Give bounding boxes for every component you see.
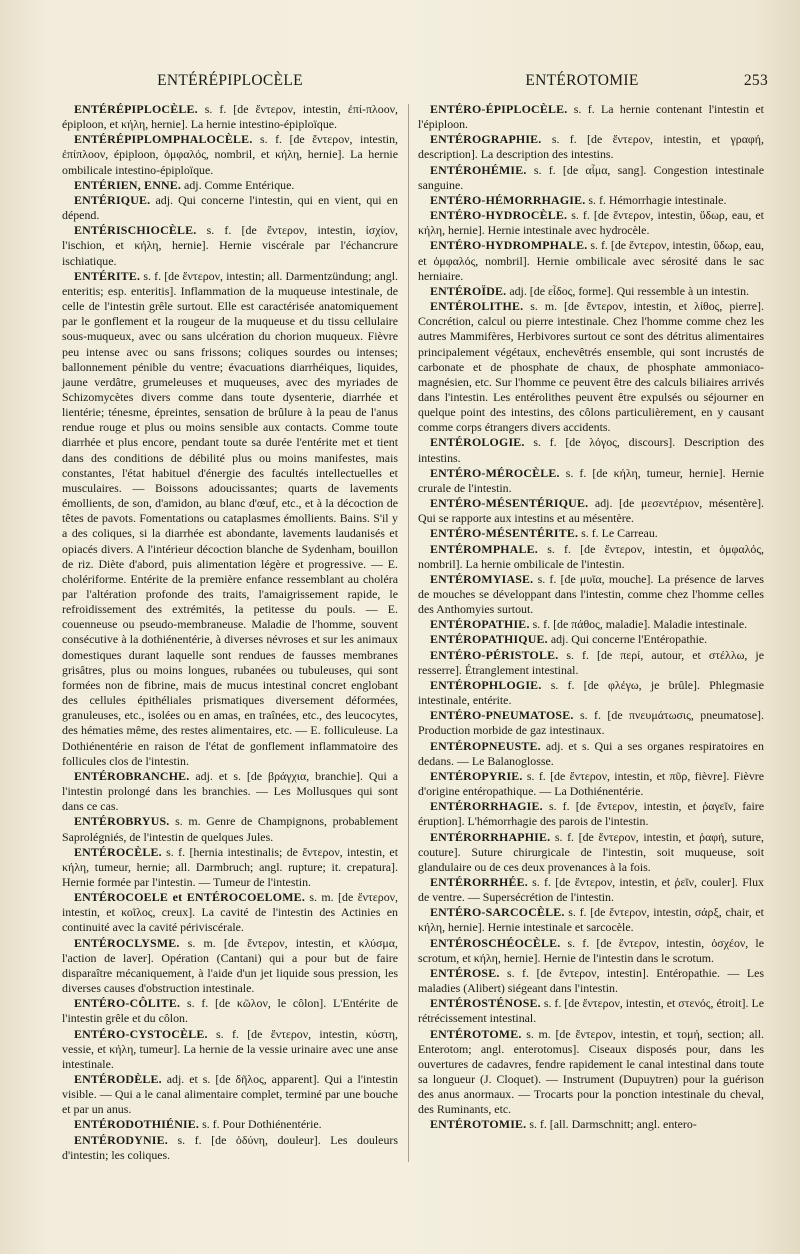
entry-headword: ENTÉROSTÉNOSE. bbox=[430, 996, 541, 1011]
entry-headword: ENTÉRORRHÉE. bbox=[430, 874, 528, 889]
entry-headword: ENTÉRODOTHIÉNIE. bbox=[74, 1117, 200, 1132]
dictionary-entry bbox=[418, 739, 764, 769]
entry-headword: ENTÉROBRANCHE. bbox=[74, 768, 190, 783]
entry-definition: s. f. [de ἔντερον, intestin, et ῥαγεῖν, faire éruption]. L'hémorrhagie des parois de l'intestin. bbox=[418, 799, 764, 829]
page-number: 253 bbox=[743, 72, 768, 89]
entry-headword: ENTÉROPATHIQUE. bbox=[430, 632, 548, 647]
dictionary-entry bbox=[418, 678, 764, 708]
entry-headword: ENTÉROPATHIE. bbox=[430, 617, 530, 632]
entry-definition: s. f. [de ἔντερον, intestin, σάρξ, chair, et κήλη, hernie]. Hernie intestinale et sarcocèle. bbox=[418, 905, 764, 935]
entry-definition: s. f. [de ἔντερον, intestin, ἐπίπλοον, épiploon, ὀμφαλός, nombril, et κήλη, hernie]. La hernie ombilicale intestino-épiploïque. bbox=[62, 132, 398, 177]
entry-headword: ENTÉROMPHALE. bbox=[430, 541, 538, 556]
left-column bbox=[62, 102, 398, 1163]
dictionary-entry bbox=[418, 238, 764, 283]
dictionary-entry bbox=[62, 1027, 398, 1072]
entry-headword: ENTÉRÉPIPLOCÈLE. bbox=[74, 102, 198, 116]
dictionary-entry bbox=[62, 102, 398, 132]
entry-definition: s. f. [de μυῖα, mouche]. La présence de larves de mouches se développant dans l'intestin, comme chez l'homme celles des Anthomyies surtout. bbox=[418, 571, 764, 617]
dictionary-entry bbox=[418, 617, 764, 632]
dictionary-entry bbox=[418, 435, 764, 465]
dictionary-entry bbox=[418, 905, 764, 935]
dictionary-entry bbox=[418, 466, 764, 496]
entry-definition: s. m. [de ἔντερον, intestin, et λίθος, pierre]. Concrétion, calcul ou pierre intestinale. Chez l'homme comme chez les autres Mammifères, Herbivores surtout ce sont des détritus alimentaires principalement végétaux, enchevêtrés ensemble, qui sont incrustés de carbonate et de phosphate de chaux, de phosphate ammoniaco-magnésien, etc. Sur l'homme ce peuvent être des calculs biliaires arrivés dans l'intestin. Les entérolithes peuvent être expulsés ou séjourner en quelque point des intestins, des côlons particulièrement, en y causant comme corps étrangers divers accidents. bbox=[418, 299, 764, 435]
entry-headword: ENTÉROPHLOGIE. bbox=[430, 677, 542, 692]
dictionary-entry bbox=[418, 648, 764, 678]
entry-definition: s. f. [de ὀδύνη, douleur]. Les douleurs d'intestin; les coliques. bbox=[62, 1132, 398, 1162]
entry-definition: s. f. [de πάθος, maladie]. Maladie intestinale. bbox=[529, 617, 748, 632]
entry-definition: s. f. [de ἔντερον, intestin, ὕδωρ, eau, et κήλη, hernie]. Hernie intestinale avec hydrocèle. bbox=[418, 208, 764, 238]
entry-definition: s. f. [de ἔντερον, intestin, ἰσχίον, l'ischion, et κήλη, hernie]. Hernie viscérale par l'échancrure ischiatique. bbox=[62, 223, 398, 268]
entry-definition: s. f. [de ἔντερον, intestin, et γραφή, description]. La description des intestins. bbox=[418, 132, 764, 162]
entry-headword: ENTÉRODYNIE. bbox=[74, 1132, 168, 1147]
dictionary-entry bbox=[418, 299, 764, 435]
entry-definition: s. f. [de κῶλον, le côlon]. L'Entérite de l'intestin grêle et du côlon. bbox=[62, 996, 398, 1026]
entry-definition: s. f. [de περί, autour, et στέλλω, je resserre]. Étranglement intestinal. bbox=[418, 647, 764, 677]
entry-definition: s. f. Hémorrhagie intestinale. bbox=[585, 192, 727, 207]
column-divider bbox=[408, 104, 409, 1162]
entry-definition: s. f. [all. Darmschnitt; angl. entero- bbox=[526, 1117, 697, 1132]
entry-headword: ENTÉRORRHAPHIE. bbox=[430, 829, 551, 844]
entry-definition: s. f. [de ἔντερον, intestin; all. Darmentzündung; angl. enteritis; esp. enteritis]. Inflammation de la muqueuse intestinale, de celle de l'intestin grêle surtout. Elle est caractérisée anatomiquement par le gonflement et la rougeur de la muqueuse et du tissu cellulaire sous-muqueux, avec ou sans ulcération du chorion muqueux. Fièvre peu intense avec ou sans frissons; coliques sourdes ou intenses; ballonnement pénible du ventre; évacuations diarrhéiques, liquides, jaune verdâtre, grumeleuses et muqueuses, avec des myriades de Schizomycètes divers comme dans toute dysenterie, diarrhée et lientérie; ténesme, épreintes, sensation de brûlure à la peau de l'anus rendue rouge et plus ou moins sensible aux contacts. Comme toute diarrhée et plus encore, pendant toute sa durée l'entérite met et tient dans des conditions de débilité plus ou moins manifestes, mais constantes, l'état habituel d'énergie des facultés intellectuelles et musculaires. — Boissons adoucissantes; quarts de lavements émollients, de son, d'amidon, au blanc d'œuf, etc., et à la décoction de têtes de pavots. Fomentations ou cataplasmes émollients. Bains. S'il y a des coliques, si la diarrhée est abondante, lavements laudanisés et opiacés divers. A l'intérieur décoction blanche de Sydenham, bouillon de riz. Diète d'abord, puis alimentation légère et progressive. — E. cholériforme. Entérite de la première enfance ressemblant au choléra par l'altération profonde des traits, l'amaigrissement rapide, le refroidissement des extrémités, la petitesse du pouls. — E. couenneuse ou pseudo-membraneuse. Maladie de l'homme, souvent consécutive à la dothiénentérie, à diverses névroses et sur les animaux domestiques durant laquelle sont rendues de fausses membranes grisâtres, plus ou moins longues, rubanées ou tubuleuses, qui sont formées non de fibrine, mais de mucus intestinal concret englobant des cellules épithéliales prismatiques diversement déformées, granuleuses, etc., isolées ou en amas, en traînées, etc., des leucocytes, des hématies même, des restes alimentaires, etc. — E. folliculeuse. La Dothiénentérie en raison de l'état de gonflement inflammatoire des follicules clos de l'intestin. bbox=[62, 268, 398, 768]
entry-definition: s. f. [hernia intestinalis; de ἔντερον, intestin, et κήλη, tumeur, hernie; all. Darmbruch; angl. rupture; it. crepatura]. Hernie formée par l'intestin. — Tumeur de l'intestin. bbox=[62, 844, 398, 889]
dictionary-entry bbox=[62, 132, 398, 177]
entry-definition: adj. [de μεσεντέριον, mésentère]. Qui se rapporte aux intestins et au mésentère. bbox=[418, 496, 764, 526]
dictionary-entry bbox=[418, 102, 764, 132]
entry-headword: ENTÉRO-CÔLITE. bbox=[74, 996, 181, 1011]
running-header bbox=[62, 72, 768, 92]
entry-headword: ENTÉRIQUE. bbox=[74, 192, 151, 207]
dictionary-entry bbox=[418, 542, 764, 572]
dictionary-entry bbox=[418, 572, 764, 617]
entry-headword: ENTÉROBRYUS. bbox=[74, 814, 170, 829]
entry-headword: ENTÉROLOGIE. bbox=[430, 435, 525, 450]
entry-definition: adj. Qui concerne l'intestin, qui en vient, qui en dépend. bbox=[62, 192, 398, 223]
dictionary-entry bbox=[418, 708, 764, 738]
dictionary-entry bbox=[418, 875, 764, 905]
dictionary-entry bbox=[62, 769, 398, 814]
dictionary-entry bbox=[418, 163, 764, 193]
entry-headword: ENTÉROCOELE et ENTÉROCOELOME. bbox=[74, 890, 305, 905]
entry-headword: ENTÉRORRHAGIE. bbox=[430, 799, 543, 814]
entry-definition: adj. et s. [de βράγχια, branchie]. Qui a l'intestin prolongé dans les branchies. — Les Mollusques qui sont dans ce cas. bbox=[62, 768, 398, 814]
entry-definition: s. m. Genre de Champignons, probablement Saprolégniés, de l'intestin de quelques Jules. bbox=[62, 814, 398, 844]
dictionary-entry bbox=[418, 799, 764, 829]
entry-headword: ENTÉROHÉMIE. bbox=[430, 162, 527, 177]
entry-definition: s. m. [de ἔντερον, intestin, et κοῖλος, creux]. La cavité de l'intestin des Actinies en continuité avec la cavité périviscérale. bbox=[62, 890, 399, 935]
dictionary-entry bbox=[62, 814, 398, 844]
dictionary-entry bbox=[418, 1117, 764, 1132]
entry-definition: s. f. [de ἔντερον, intestin, et ῥεῖν, couler]. Flux de ventre. — Supersécrétion de l'intestin. bbox=[418, 874, 764, 905]
entry-definition: s. f. Le Carreau. bbox=[578, 526, 658, 541]
entry-definition: adj. [de εἶδος, forme]. Qui ressemble à un intestin. bbox=[506, 283, 750, 298]
dictionary-entry bbox=[418, 496, 764, 526]
header-right-word: ENTÉROTOMIE bbox=[525, 72, 639, 89]
entry-definition: s. f. [de ἔντερον, intestin, ἐπί-πλοον, épiploon, et κήλη, hernie]. La hernie intestino-épiploïque. bbox=[62, 102, 398, 132]
dictionary-entry bbox=[62, 1117, 398, 1132]
entry-headword: ENTÉRIEN, ENNE. bbox=[74, 177, 182, 192]
entry-definition: s. f. [de ἔντερον, intestin]. Entéropathie. — Les maladies (Alibert) siégeant dans l'intestin. bbox=[418, 965, 764, 996]
dictionary-entry bbox=[62, 178, 398, 193]
entry-definition: s. m. [de ἔντερον, intestin, et κλύσμα, l'action de laver]. Opération (Cantani) qui a pour but de faire disparaître mécaniquement, à l'aide d'un jet liquide sous pression, les diverses causes d'obstruction intestinale. bbox=[62, 935, 398, 996]
entry-headword: ENTÉRO-PNEUMATOSE. bbox=[430, 708, 574, 723]
entry-definition: adj. Comme Entérique. bbox=[181, 177, 295, 192]
entry-definition: adj. et s. Qui a ses organes respiratoires en dedans. — Le Balanoglosse. bbox=[418, 738, 764, 768]
entry-headword: ENTÉRO-HÉMORRHAGIE. bbox=[430, 192, 586, 207]
entry-headword: ENTÉROLITHE. bbox=[430, 299, 524, 314]
entry-headword: ENTÉROSCHÉOCÈLE. bbox=[430, 935, 561, 950]
dictionary-entry bbox=[62, 936, 398, 997]
entry-headword: ENTÉRODÈLE. bbox=[74, 1072, 162, 1086]
entry-definition: s. f. [de ἔντερον, intestin, ὕδωρ, eau, et ὀμφαλός, nombril]. Hernie ombilicale avec sérosité dans le sac herniaire. bbox=[418, 238, 764, 283]
entry-definition: s. m. [de ἔντερον, intestin, et τομή, section; all. Enterotom; angl. enterotomus]. Ciseaux disposés pour, dans les ouvertures de cadavres, fendre rapidement le canal intestinal dans toute sa longueur (J. Cloquet). — Instrument (Dupuytren) pour la guérison des anus anormaux. — Trocarts pour la ponction intestinale du cheval, des Ruminants, etc. bbox=[418, 1026, 764, 1117]
entry-definition: s. f. [de ἔντερον, intestin, ὀσχέον, le scrotum, et κήλη, hernie]. Hernie de l'intestin dans le scrotum. bbox=[418, 935, 764, 965]
entry-headword: ENTÉROÏDE. bbox=[430, 283, 507, 298]
entry-headword: ENTÉROSE. bbox=[430, 965, 500, 980]
dictionary-entry bbox=[418, 996, 764, 1026]
entry-headword: ENTÉRO-HYDROMPHALE. bbox=[430, 238, 588, 253]
entry-headword: ENTÉRO-HYDROCÈLE. bbox=[430, 208, 568, 223]
entry-headword: ENTÉROPYRIE. bbox=[430, 768, 523, 783]
entry-headword: ENTÉROTOME. bbox=[430, 1026, 522, 1041]
dictionary-entry bbox=[62, 223, 398, 268]
entry-definition: s. f. [de λόγος, discours]. Description des intestins. bbox=[418, 435, 764, 465]
entry-definition: s. f. [de ἔντερον, intestin, et ῥαφή, suture, couture]. Suture chirurgicale de l'intestin, soit muqueuse, soit glandulaire ou de ces deux provenances à la fois. bbox=[418, 829, 764, 874]
dictionary-entry bbox=[418, 526, 764, 541]
dictionary-entry bbox=[62, 996, 398, 1026]
dictionary-entry bbox=[418, 208, 764, 238]
entry-definition: s. f. Pour Dothiénentérie. bbox=[199, 1117, 322, 1132]
entry-definition: s. f. [de κήλη, tumeur, hernie]. Hernie crurale de l'intestin. bbox=[418, 465, 764, 495]
dictionary-entry bbox=[62, 845, 398, 890]
dictionary-entry bbox=[418, 966, 764, 996]
entry-headword: ENTÉRÉPIPLOMPHALOCÈLE. bbox=[74, 132, 253, 147]
entry-definition: s. f. [de φλέγω, je brûle]. Phlegmasie intestinale, entérite. bbox=[418, 677, 764, 708]
dictionary-entry bbox=[418, 284, 764, 299]
entry-headword: ENTÉROPNEUSTE. bbox=[430, 738, 541, 753]
entry-definition: s. f. [de αἷμα, sang]. Congestion intestinale sanguine. bbox=[418, 162, 764, 192]
dictionary-entry bbox=[62, 1133, 398, 1163]
entry-headword: ENTÉRO-MÉSENTÉRIQUE. bbox=[430, 496, 589, 511]
entry-headword: ENTÉRISCHIOCÈLE. bbox=[74, 223, 197, 238]
dictionary-entry bbox=[418, 1027, 764, 1118]
dictionary-entry bbox=[418, 132, 764, 162]
dictionary-entry bbox=[418, 830, 764, 875]
dictionary-entry bbox=[62, 193, 398, 223]
entry-headword: ENTÉRO-SARCOCÈLE. bbox=[430, 905, 565, 920]
entry-headword: ENTÉRO-CYSTOCÈLE. bbox=[74, 1026, 208, 1041]
entry-definition: adj. et s. [de δῆλος, apparent]. Qui a l'intestin visible. — Qui a le canal alimentaire complet, terminé par une bouche et par un anus. bbox=[62, 1072, 398, 1117]
entry-headword: ENTÉRO-PÉRISTOLE. bbox=[430, 647, 559, 662]
entry-definition: s. f. [de ἔντερον, intestin, et πῦρ, fièvre]. Fièvre d'origine entéropathique. — La Dothiénentérie. bbox=[418, 768, 764, 799]
entry-headword: ENTÉROCÈLE. bbox=[74, 844, 162, 859]
entry-headword: ENTÉRO-ÉPIPLOCÈLE. bbox=[430, 102, 568, 116]
dictionary-entry bbox=[62, 1072, 398, 1117]
dictionary-entry bbox=[418, 769, 764, 799]
entry-definition: s. f. [de πνευμάτωσις, pneumatose]. Production morbide de gaz intestinaux. bbox=[418, 708, 764, 738]
entry-definition: s. f. La hernie contenant l'intestin et l'épiploon. bbox=[418, 102, 764, 132]
header-left-word: ENTÉRÉPIPLOCÈLE bbox=[157, 72, 303, 89]
entry-headword: ENTÉRITE. bbox=[74, 268, 141, 283]
entry-headword: ENTÉROGRAPHIE. bbox=[430, 132, 542, 147]
dictionary-entry bbox=[418, 936, 764, 966]
entry-headword: ENTÉRO-MÉROCÈLE. bbox=[430, 465, 560, 480]
dictionary-entry bbox=[418, 632, 764, 647]
entry-definition: s. f. [de ἔντερον, intestin, et στενός, étroit]. Le rétrécissement intestinal. bbox=[418, 996, 764, 1026]
entry-definition: s. f. [de ἔντερον, intestin, et ὀμφαλός, nombril]. La hernie ombilicale de l'intestin. bbox=[418, 541, 764, 571]
entry-definition: adj. Qui concerne l'Entéropathie. bbox=[547, 632, 708, 647]
entry-headword: ENTÉROTOMIE. bbox=[430, 1117, 527, 1132]
entry-headword: ENTÉROCLYSME. bbox=[74, 935, 180, 950]
dictionary-entry bbox=[62, 890, 398, 935]
right-column bbox=[418, 102, 764, 1133]
entry-headword: ENTÉROMYIASE. bbox=[430, 571, 534, 586]
dictionary-entry bbox=[62, 269, 398, 769]
dictionary-entry bbox=[418, 193, 764, 208]
entry-headword: ENTÉRO-MÉSENTÉRITE. bbox=[430, 526, 579, 541]
entry-definition: s. f. [de ἔντερον, intestin, κύστη, vessie, et κήλη, tumeur]. La hernie de la vessie urinaire avec une anse intestinale. bbox=[62, 1026, 398, 1071]
